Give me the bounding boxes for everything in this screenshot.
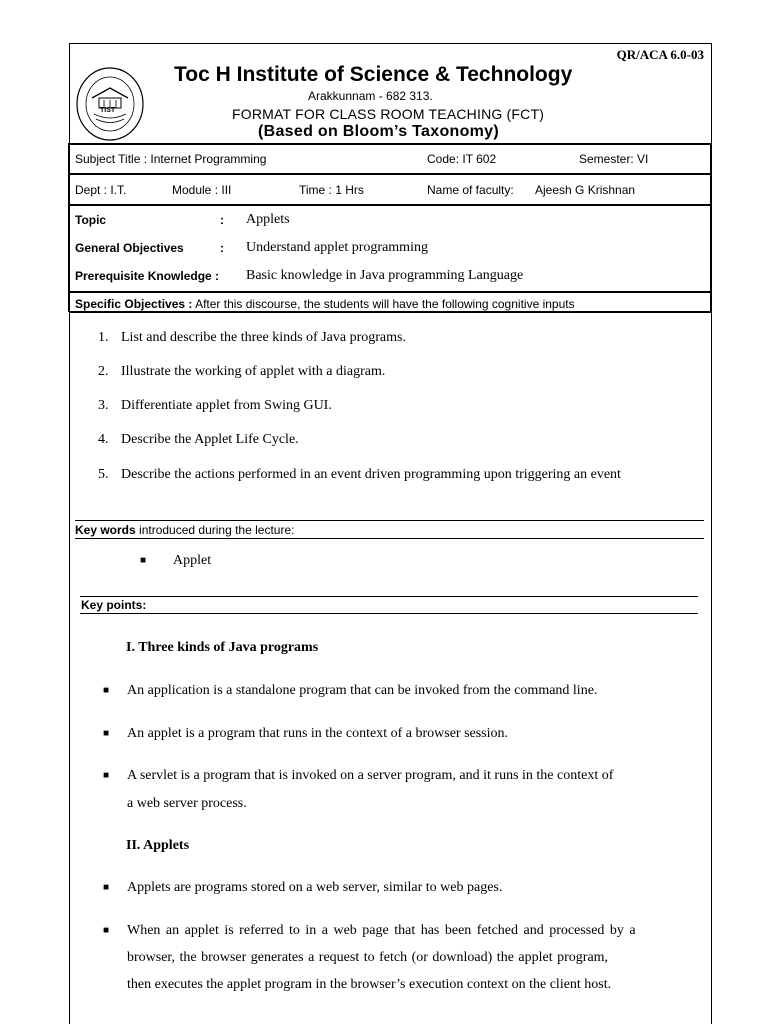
format-title: FORMAT FOR CLASS ROOM TEACHING (FCT) (232, 106, 545, 122)
s1-item-3-cont: a web server process. (127, 796, 247, 811)
objectives-label: General Objectives (75, 241, 184, 255)
keyword-bullet: ■ (140, 555, 147, 566)
s2-item-2: When an applet is referred to in a web page that has been fetched and processed by a (127, 923, 636, 938)
divider-row2 (69, 204, 712, 206)
dept: Dept : I.T. (75, 183, 127, 197)
faculty-name: Ajeesh G Krishnan (535, 183, 636, 197)
border-top (69, 43, 712, 44)
objective-text-5: Describe the actions performed in an event driven programming upon triggering an event (121, 467, 621, 482)
divider-keypoints-bottom (80, 613, 698, 614)
divider-keywords-bottom (75, 538, 704, 539)
time: Time : 1 Hrs (299, 183, 364, 197)
bullet-s2-1: ■ (103, 882, 110, 893)
bullet-s2-2: ■ (103, 925, 110, 936)
module: Module : III (172, 183, 232, 197)
institute-logo (74, 64, 146, 150)
objectives-colon: : (220, 241, 224, 255)
bullet-s1-2: ■ (103, 728, 110, 739)
objective-num-3: 3. (98, 398, 109, 413)
info-box-right-thick (710, 143, 712, 312)
objective-text-3: Differentiate applet from Swing GUI. (121, 398, 332, 413)
bullet-s1-3: ■ (103, 770, 110, 781)
divider-info-top (69, 143, 712, 145)
objectives-value: Understand applet programming (246, 240, 428, 255)
info-box-left-thick (68, 143, 70, 312)
prereq-value: Basic knowledge in Java programming Language (246, 268, 524, 283)
keypoints-label: Key points: (81, 598, 147, 612)
topic-value: Applets (246, 212, 290, 227)
prereq-label: Prerequisite Knowledge : (75, 269, 220, 283)
divider-row4 (69, 311, 712, 313)
s2-item-2-cont1: browser, the browser generates a request to fetch (or download) the applet program, (127, 950, 609, 965)
objective-num-2: 2. (98, 364, 109, 379)
bullet-s1-1: ■ (103, 685, 110, 696)
objective-num-5: 5. (98, 467, 109, 482)
logo-text: TIST (100, 107, 116, 114)
divider-row1 (69, 173, 712, 175)
s1-item-2: An applet is a program that runs in the context of a browser session. (127, 726, 509, 741)
s2-item-1: Applets are programs stored on a web server, similar to web pages. (127, 880, 503, 895)
bloom-subtitle: (Based on Bloom’s Taxonomy) (258, 123, 500, 140)
semester: Semester: VI (579, 152, 649, 166)
specific-objectives (75, 297, 575, 311)
keywords-heading (75, 523, 294, 537)
s2-item-2-cont2: then executes the applet program in the browser’s execution context on the client host. (127, 977, 612, 992)
divider-row3 (69, 291, 712, 293)
s1-item-3: A servlet is a program that is invoked on a server program, and it runs in the context of (127, 768, 614, 783)
objective-num-1: 1. (98, 330, 109, 345)
faculty-label: Name of faculty: (427, 183, 514, 197)
divider-keywords-top (75, 520, 704, 521)
topic-colon: : (220, 213, 224, 227)
subject-title: Subject Title : Internet Programming (75, 152, 267, 166)
keywords-text: introduced during the lecture: (139, 523, 295, 537)
institute-name: Toc H Institute of Science & Technology (174, 63, 573, 86)
keyword-item: Applet (173, 553, 212, 568)
subject-code: Code: IT 602 (427, 152, 497, 166)
form-code: QR/ACA 6.0-03 (616, 47, 704, 62)
keywords-label: Key words (75, 523, 136, 537)
section-2-heading: II. Applets (126, 838, 190, 853)
divider-keypoints-top (80, 596, 698, 597)
topic-label: Topic (75, 213, 107, 227)
objective-text-1: List and describe the three kinds of Java programs. (121, 330, 406, 345)
specific-objectives-text: After this discourse, the students will have the following cognitive inputs (195, 297, 575, 311)
specific-objectives-label: Specific Objectives : (75, 297, 193, 311)
section-1-heading: I. Three kinds of Java programs (126, 640, 319, 655)
objective-text-4: Describe the Applet Life Cycle. (121, 432, 299, 447)
institute-address: Arakkunnam - 682 313. (308, 89, 433, 103)
s1-item-1: An application is a standalone program that can be invoked from the command line. (127, 683, 598, 698)
objective-num-4: 4. (98, 432, 109, 447)
objective-text-2: Illustrate the working of applet with a diagram. (121, 364, 386, 379)
